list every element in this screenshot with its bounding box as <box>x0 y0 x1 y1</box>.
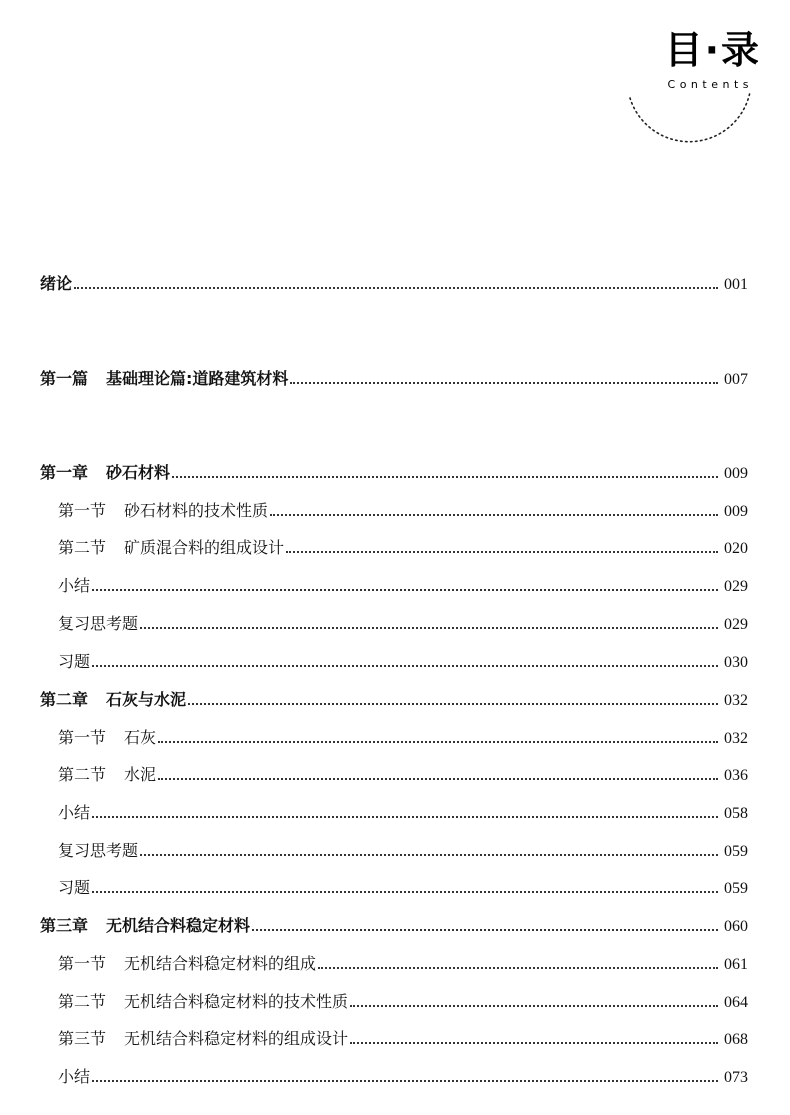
dot-leader <box>92 665 718 667</box>
dot-leader <box>252 929 718 931</box>
toc-subentry[interactable] <box>58 1065 748 1089</box>
toc-page-number: 068 <box>724 1031 748 1048</box>
dot-leader <box>158 778 718 780</box>
toc-entry-title: 复习思考题 <box>58 614 139 633</box>
toc-entry[interactable] <box>40 272 748 296</box>
toc-page-number: 073 <box>724 1069 748 1086</box>
toc-entry-title: 小结 <box>58 576 91 595</box>
toc-entry-number: 第三章 <box>40 916 89 935</box>
toc-subentry[interactable] <box>58 726 748 750</box>
toc-subentry[interactable] <box>58 574 748 598</box>
toc-entry-number: 第二节 <box>58 765 107 784</box>
toc-subentry[interactable] <box>58 536 748 560</box>
toc-entry-title: 基础理论篇:道路建筑材料 <box>106 369 289 388</box>
toc-page-number: 029 <box>724 616 748 633</box>
dot-leader <box>290 382 718 384</box>
dot-leader <box>92 891 718 893</box>
dot-leader <box>286 551 718 553</box>
dot-leader <box>270 514 718 516</box>
toc-page-number: 061 <box>724 956 748 973</box>
toc-entry[interactable] <box>40 367 748 391</box>
dot-leader <box>158 741 718 743</box>
toc-entry-title: 小结 <box>58 1067 91 1086</box>
dot-leader <box>92 589 718 591</box>
toc-subentry[interactable] <box>58 990 748 1014</box>
toc-entry-title: 习题 <box>58 878 91 897</box>
toc-entry-title: 无机结合料稳定材料的组成 <box>124 954 317 973</box>
toc-subentry[interactable] <box>58 801 748 825</box>
toc-page-number: 036 <box>724 767 748 784</box>
toc-page-number: 007 <box>724 371 748 388</box>
toc-entry-title: 复习思考题 <box>58 841 139 860</box>
toc-entry-title: 砂石材料的技术性质 <box>124 501 269 520</box>
toc-entry-title: 水泥 <box>124 765 157 784</box>
toc-entry-number: 第一篇 <box>40 369 89 388</box>
toc-subentry[interactable] <box>58 612 748 636</box>
toc-entry-number: 第一节 <box>58 728 107 747</box>
toc-entry-number: 第一节 <box>58 954 107 973</box>
toc-entry-title: 无机结合料稳定材料的技术性质 <box>124 992 349 1011</box>
toc-entry-title: 无机结合料稳定材料的组成设计 <box>124 1029 349 1048</box>
toc-page-number: 032 <box>724 692 748 709</box>
toc-subentry[interactable] <box>58 763 748 787</box>
toc-entry-title: 小结 <box>58 803 91 822</box>
toc-entry-title: 矿质混合料的组成设计 <box>124 538 285 557</box>
toc-page-number: 060 <box>724 918 748 935</box>
toc-entry-title: 绪论 <box>40 274 73 293</box>
toc-entry[interactable] <box>40 914 748 938</box>
toc-entry-number: 第二章 <box>40 690 89 709</box>
toc-entry[interactable] <box>40 461 748 485</box>
contents-header <box>610 20 775 145</box>
toc-entry[interactable] <box>40 688 748 712</box>
toc-page-number: 059 <box>724 843 748 860</box>
toc-subentry[interactable] <box>58 650 748 674</box>
dot-leader <box>92 1080 718 1082</box>
toc-page-number: 009 <box>724 503 748 520</box>
toc-page-number: 009 <box>724 465 748 482</box>
dot-leader <box>140 854 718 856</box>
toc-entry-number: 第二节 <box>58 992 107 1011</box>
toc-entry-number: 第二节 <box>58 538 107 557</box>
page-title: 目·录 <box>664 28 761 72</box>
dot-leader <box>74 287 718 289</box>
page-subtitle: Contents <box>667 78 753 91</box>
dot-leader <box>140 627 718 629</box>
toc-subentry[interactable] <box>58 839 748 863</box>
toc-subentry[interactable] <box>58 952 748 976</box>
dot-leader <box>188 703 718 705</box>
toc-page-number: 058 <box>724 805 748 822</box>
dot-leader <box>350 1042 718 1044</box>
toc-entry-title: 无机结合料稳定材料 <box>106 916 251 935</box>
toc-subentry[interactable] <box>58 876 748 900</box>
toc-page-number: 001 <box>724 276 748 293</box>
dot-leader <box>92 816 718 818</box>
toc-entry-title: 习题 <box>58 652 91 671</box>
toc-subentry[interactable] <box>58 499 748 523</box>
toc-page-number: 064 <box>724 994 748 1011</box>
toc-subentry[interactable] <box>58 1027 748 1051</box>
toc-entry-number: 第一节 <box>58 501 107 520</box>
dot-leader <box>350 1005 718 1007</box>
toc-page-number: 032 <box>724 730 748 747</box>
toc-page-number: 059 <box>724 880 748 897</box>
toc-page-number: 020 <box>724 540 748 557</box>
toc-entry-title: 石灰与水泥 <box>106 690 187 709</box>
dot-leader <box>318 967 718 969</box>
dot-leader <box>172 476 718 478</box>
toc-entry-number: 第一章 <box>40 463 89 482</box>
toc-page-number: 030 <box>724 654 748 671</box>
toc-entry-title: 砂石材料 <box>106 463 171 482</box>
toc-page-number: 029 <box>724 578 748 595</box>
toc-entry-number: 第三节 <box>58 1029 107 1048</box>
toc-entry-title: 石灰 <box>124 728 157 747</box>
